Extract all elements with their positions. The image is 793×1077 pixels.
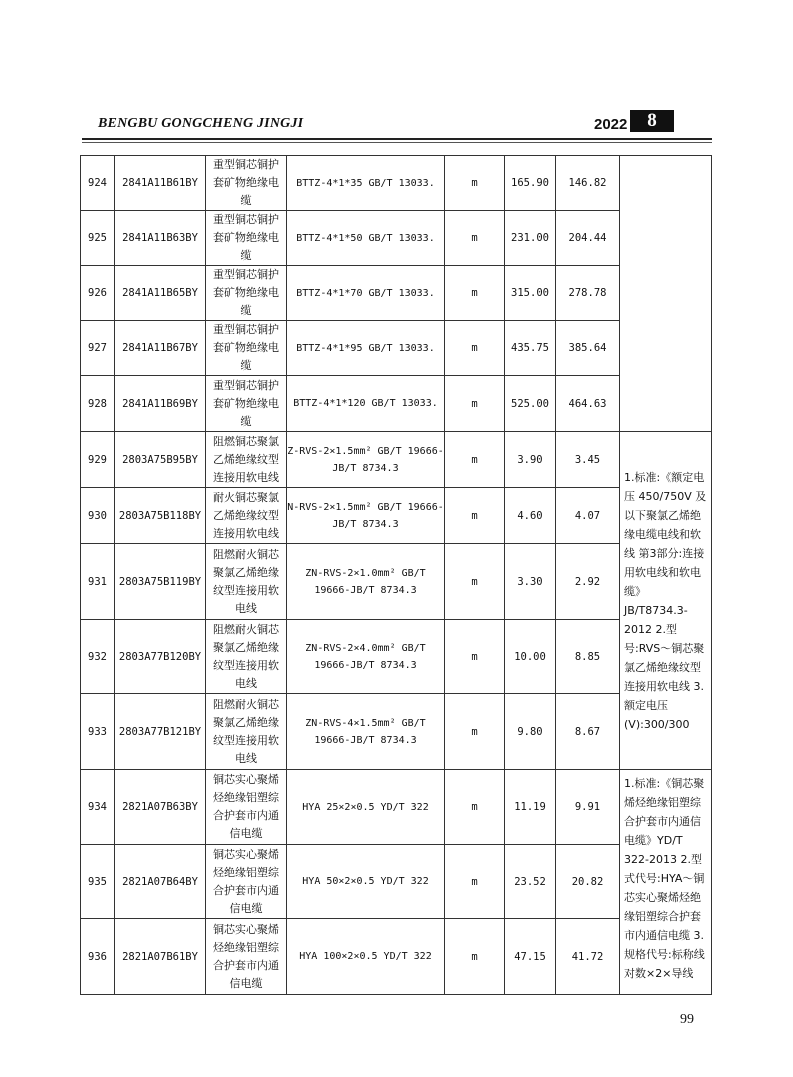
item-name: 阻燃耐火铜芯聚氯乙烯绝缘纹型连接用软电线 [206, 544, 287, 620]
item-spec: BTTZ-4*1*95 GB/T 13033. [287, 321, 445, 376]
row-number: 935 [81, 845, 115, 919]
note-cell-rvs: 1.标准:《额定电压 450/750V 及以下聚氯乙烯绝缘电缆电线和软线 第3部分:连接用软电线和软电缆》JB/T8734.3-2012 2.型号:RVS～铜芯聚氯乙烯绝缘纹型连接用软电线 3.额定电压(V):300/300 [620, 432, 712, 770]
row-number: 924 [81, 156, 115, 211]
item-code: 2841A11B69BY [115, 376, 206, 432]
price-incl-tax: 11.19 [505, 770, 556, 845]
table-row [81, 156, 712, 211]
price-excl-tax: 8.85 [556, 620, 620, 694]
price-excl-tax: 2.92 [556, 544, 620, 620]
table-row [81, 376, 712, 432]
item-code: 2803A75B119BY [115, 544, 206, 620]
item-code: 2803A75B118BY [115, 488, 206, 544]
price-table [80, 155, 712, 995]
row-number: 926 [81, 266, 115, 321]
price-incl-tax: 4.60 [505, 488, 556, 544]
item-name: 阻燃铜芯聚氯乙烯绝缘纹型连接用软电线 [206, 432, 287, 488]
row-number: 927 [81, 321, 115, 376]
issue-number: 8 [630, 110, 674, 132]
row-number: 928 [81, 376, 115, 432]
item-unit: m [445, 211, 505, 266]
item-spec: ZN-RVS-2×1.0mm² GB/T 19666-JB/T 8734.3 [287, 544, 445, 620]
item-unit: m [445, 544, 505, 620]
item-spec: HYA 25×2×0.5 YD/T 322 [287, 770, 445, 845]
row-number: 932 [81, 620, 115, 694]
row-number: 925 [81, 211, 115, 266]
item-name: 阻燃耐火铜芯聚氯乙烯绝缘纹型连接用软电线 [206, 694, 287, 770]
item-name: 阻燃耐火铜芯聚氯乙烯绝缘纹型连接用软电线 [206, 620, 287, 694]
item-code: 2841A11B67BY [115, 321, 206, 376]
item-name: 铜芯实心聚烯烃绝缘铝塑综合护套市内通信电缆 [206, 845, 287, 919]
table-row [81, 694, 712, 770]
price-excl-tax: 20.82 [556, 845, 620, 919]
item-spec: BTTZ-4*1*35 GB/T 13033. [287, 156, 445, 211]
page-number: 99 [680, 1012, 694, 1027]
item-unit: m [445, 919, 505, 995]
item-spec: BTTZ-4*1*50 GB/T 13033. [287, 211, 445, 266]
item-name: 铜芯实心聚烯烃绝缘铝塑综合护套市内通信电缆 [206, 770, 287, 845]
price-excl-tax: 204.44 [556, 211, 620, 266]
price-incl-tax: 315.00 [505, 266, 556, 321]
table-row [81, 211, 712, 266]
item-unit: m [445, 770, 505, 845]
price-incl-tax: 435.75 [505, 321, 556, 376]
item-name: 重型铜芯铜护套矿物绝缘电缆 [206, 266, 287, 321]
item-unit: m [445, 321, 505, 376]
price-incl-tax: 9.80 [505, 694, 556, 770]
item-name: 重型铜芯铜护套矿物绝缘电缆 [206, 321, 287, 376]
item-unit: m [445, 432, 505, 488]
item-code: 2803A77B120BY [115, 620, 206, 694]
item-code: 2803A77B121BY [115, 694, 206, 770]
price-excl-tax: 146.82 [556, 156, 620, 211]
table-row [81, 770, 712, 845]
price-excl-tax: 9.91 [556, 770, 620, 845]
price-excl-tax: 8.67 [556, 694, 620, 770]
price-incl-tax: 3.90 [505, 432, 556, 488]
item-unit: m [445, 376, 505, 432]
price-excl-tax: 385.64 [556, 321, 620, 376]
table-row [81, 432, 712, 488]
table-row [81, 488, 712, 544]
item-spec: Z-RVS-2×1.5mm² GB/T 19666-JB/T 8734.3 [287, 432, 445, 488]
item-code: 2803A75B95BY [115, 432, 206, 488]
row-number: 933 [81, 694, 115, 770]
item-name: 重型铜芯铜护套矿物绝缘电缆 [206, 211, 287, 266]
row-number: 934 [81, 770, 115, 845]
price-excl-tax: 278.78 [556, 266, 620, 321]
item-code: 2821A07B64BY [115, 845, 206, 919]
item-spec: HYA 50×2×0.5 YD/T 322 [287, 845, 445, 919]
price-incl-tax: 525.00 [505, 376, 556, 432]
row-number: 930 [81, 488, 115, 544]
price-incl-tax: 165.90 [505, 156, 556, 211]
item-spec: BTTZ-4*1*70 GB/T 13033. [287, 266, 445, 321]
item-spec: ZN-RVS-4×1.5mm² GB/T 19666-JB/T 8734.3 [287, 694, 445, 770]
price-excl-tax: 464.63 [556, 376, 620, 432]
table-row [81, 266, 712, 321]
running-header [82, 112, 712, 136]
table-row [81, 620, 712, 694]
item-code: 2841A11B63BY [115, 211, 206, 266]
item-code: 2821A07B61BY [115, 919, 206, 995]
price-excl-tax: 41.72 [556, 919, 620, 995]
price-excl-tax: 3.45 [556, 432, 620, 488]
item-unit: m [445, 845, 505, 919]
item-spec: N-RVS-2×1.5mm² GB/T 19666-JB/T 8734.3 [287, 488, 445, 544]
price-incl-tax: 10.00 [505, 620, 556, 694]
price-incl-tax: 231.00 [505, 211, 556, 266]
item-unit: m [445, 266, 505, 321]
price-excl-tax: 4.07 [556, 488, 620, 544]
note-cell-empty [620, 156, 712, 432]
item-unit: m [445, 620, 505, 694]
item-code: 2841A11B61BY [115, 156, 206, 211]
table-row [81, 321, 712, 376]
issue-year: 2022 [594, 116, 628, 133]
item-code: 2821A07B63BY [115, 770, 206, 845]
row-number: 929 [81, 432, 115, 488]
item-spec: ZN-RVS-2×4.0mm² GB/T 19666-JB/T 8734.3 [287, 620, 445, 694]
row-number: 931 [81, 544, 115, 620]
item-spec: BTTZ-4*1*120 GB/T 13033. [287, 376, 445, 432]
item-name: 重型铜芯铜护套矿物绝缘电缆 [206, 156, 287, 211]
price-incl-tax: 23.52 [505, 845, 556, 919]
item-name: 耐火铜芯聚氯乙烯绝缘纹型连接用软电线 [206, 488, 287, 544]
table-row [81, 544, 712, 620]
table-row [81, 919, 712, 995]
item-unit: m [445, 156, 505, 211]
header-rule-thin [82, 142, 712, 143]
item-name: 重型铜芯铜护套矿物绝缘电缆 [206, 376, 287, 432]
price-incl-tax: 47.15 [505, 919, 556, 995]
table-row [81, 845, 712, 919]
journal-title: BENGBU GONGCHENG JINGJI [98, 116, 304, 131]
price-incl-tax: 3.30 [505, 544, 556, 620]
item-unit: m [445, 488, 505, 544]
note-cell-hya: 1.标准:《铜芯聚烯烃绝缘铝塑综合护套市内通信电缆》YD/T 322-2013 2.型式代号:HYA～铜芯实心聚烯烃绝缘铝塑综合护套市内通信电缆 3.规格代号:标称线对数×2×导线 [620, 770, 712, 995]
row-number: 936 [81, 919, 115, 995]
item-unit: m [445, 694, 505, 770]
item-spec: HYA 100×2×0.5 YD/T 322 [287, 919, 445, 995]
item-code: 2841A11B65BY [115, 266, 206, 321]
item-name: 铜芯实心聚烯烃绝缘铝塑综合护套市内通信电缆 [206, 919, 287, 995]
header-rule [82, 138, 712, 140]
